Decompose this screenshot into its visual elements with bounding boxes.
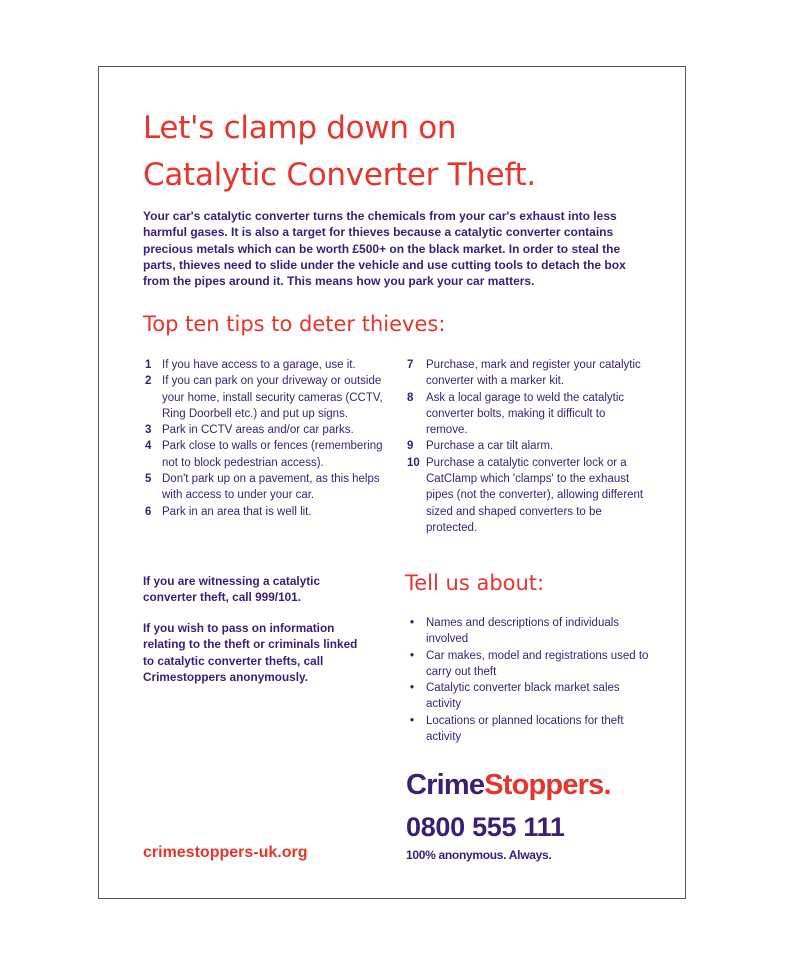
- bullet-icon: •: [410, 682, 415, 695]
- list-item: [410, 648, 650, 681]
- witness-note: If you are witnessing a catalytic converter theft, call 999/101.: [143, 574, 321, 605]
- tips-heading: Top ten tips to deter thieves:: [143, 312, 446, 336]
- tip-number: 5: [145, 473, 152, 486]
- bullet-icon: •: [410, 617, 415, 629]
- tip-item: [407, 455, 647, 536]
- list-item: [410, 713, 650, 746]
- list-item: [410, 680, 650, 713]
- website-url: crimestoppers-uk.org: [143, 844, 308, 861]
- tip-item: [145, 471, 385, 504]
- bullet-icon: •: [410, 714, 415, 727]
- tip-text: Don't park up on a pavement, as this helps with access to under your car.: [162, 473, 380, 502]
- tip-number: 4: [145, 440, 152, 453]
- list-item-text: Locations or planned locations for theft activity: [426, 714, 624, 744]
- tip-item: [407, 390, 647, 439]
- bullet-icon: •: [410, 649, 415, 662]
- tagline: 100% anonymous. Always.: [406, 848, 552, 862]
- tip-number: 7: [407, 359, 414, 371]
- tip-item: [145, 422, 385, 438]
- logo-part-stoppers: Stoppers.: [484, 769, 611, 801]
- phone-number: 0800 555 111: [406, 812, 565, 842]
- list-item-text: Names and descriptions of individuals involved: [426, 617, 620, 646]
- leaflet-page: [98, 66, 686, 899]
- tip-number: 6: [145, 505, 152, 518]
- tell-us-heading: Tell us about:: [405, 571, 545, 595]
- list-item-text: Car makes, model and registrations used to carry out theft: [426, 649, 649, 678]
- tip-text: Purchase, mark and register your catalytic converter with a marker kit.: [426, 359, 641, 388]
- tip-number: 8: [407, 391, 414, 404]
- tip-item: [145, 438, 385, 471]
- pass-info-note: If you wish to pass on information relating to the theft or criminals linked to catalytic converter thefts, call Crimestoppers anonymously.: [143, 621, 358, 684]
- tip-number: 3: [145, 424, 152, 437]
- tip-number: 10: [407, 456, 420, 469]
- tip-text: Ask a local garage to weld the catalytic converter bolts, making it difficult to remove.: [426, 391, 625, 437]
- tip-text: Park in an area that is well lit.: [162, 505, 312, 518]
- tip-text: Park close to walls or fences (remembering not to block pedestrian access).: [162, 440, 383, 469]
- tip-text: If you have access to a garage, use it.: [162, 359, 356, 371]
- tip-text: Park in CCTV areas and/or car parks.: [162, 424, 354, 437]
- tip-text: Purchase a car tilt alarm.: [426, 440, 554, 453]
- tip-item: [145, 357, 385, 373]
- crimestoppers-logo: [406, 767, 611, 803]
- tip-item: [145, 504, 385, 520]
- tip-number: 9: [407, 440, 414, 453]
- tip-number: 2: [145, 375, 152, 388]
- tip-item: [407, 438, 647, 454]
- logo-part-crime: Crime: [406, 769, 485, 801]
- list-item: [410, 615, 650, 648]
- tell-us-list: [410, 615, 650, 745]
- tips-list-right: [407, 357, 647, 536]
- tips-list-left: [145, 357, 385, 520]
- title-line-1: Let's clamp down on: [143, 110, 457, 146]
- tip-text: If you can park on your driveway or outside your home, install security cameras (CCTV, Ring Doorbell etc.) and put up signs.: [162, 375, 383, 420]
- tip-text: Purchase a catalytic converter lock or a CatClamp which 'clamps' to the exhaust pipes (not the converter), allowing different sized and shaped converters to be protected.: [426, 456, 644, 534]
- intro-paragraph: Your car's catalytic converter turns the chemicals from your car's exhaust into less harmful gases. It is also a target for thieves because a catalytic converter contains precious metals which can be worth £500+ on the black market. In order to steal the parts, thieves need to slide under the vehicle and use cutting tools to detach the box from the pipes around it. This means how you park your car matters.: [143, 209, 626, 289]
- title-line-2: Catalytic Converter Theft.: [143, 157, 536, 193]
- list-item-text: Catalytic converter black market sales activity: [426, 682, 620, 711]
- tip-item: [407, 357, 647, 390]
- tip-number: 1: [145, 359, 152, 371]
- page-title: [143, 105, 663, 199]
- tip-item: [145, 373, 385, 422]
